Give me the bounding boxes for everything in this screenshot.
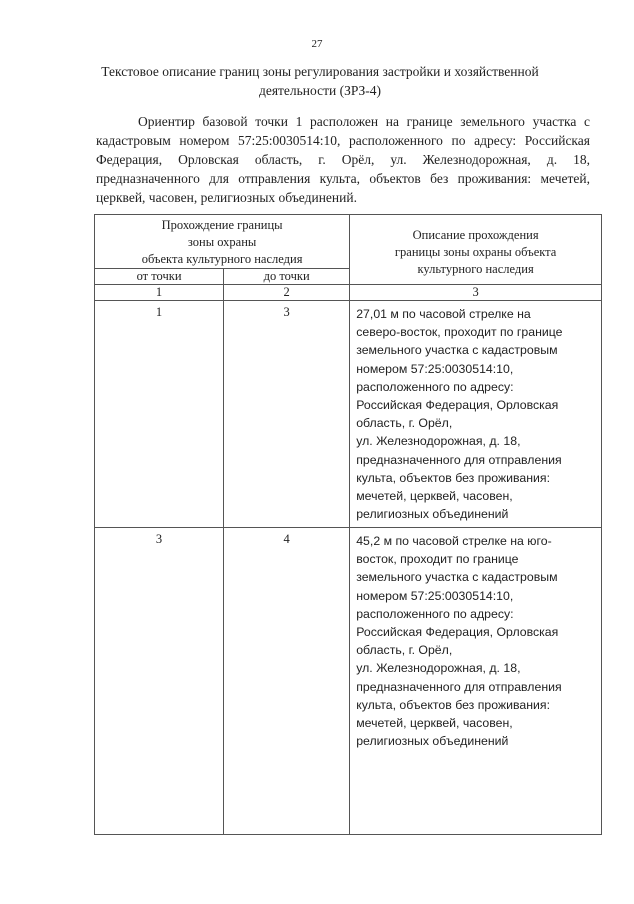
header-right-line: границы зоны охраны объекта [394,245,557,259]
description-line: номером 57:25:0030514:10, [356,588,514,603]
from-point-cell: 3 [95,528,224,835]
description-line: область, г. Орёл, [356,416,453,431]
description-cell [350,528,602,835]
description-line: расположенного по адресу: [356,379,514,394]
description-line: Российская Федерация, Орловская [356,625,559,640]
table-row [95,301,602,528]
description-line: расположенного по адресу: [356,606,514,621]
header-right-line: культурного наследия [417,262,534,276]
column-number: 1 [95,285,224,301]
description-line: восток, проходит по границе [356,552,519,567]
description-line: 45,2 м по часовой стрелке на юго- [356,534,552,548]
title-line-2: деятельности (ЗРЗ-4) [258,83,382,98]
description-line: северо-восток, проходит по границе [356,325,563,340]
description-line: мечетей, церквей, часовен, [356,716,513,731]
to-point-cell: 3 [224,301,350,528]
description-line: культа, объектов без проживания: [356,697,550,712]
description-line: предназначенного для отправления [356,452,562,467]
header-to-point: до точки [224,269,350,285]
header-right-line: Описание прохождения [412,228,539,242]
header-description [350,215,602,285]
column-number: 2 [224,285,350,301]
description-line: ул. Железнодорожная, д. 18, [356,661,521,676]
from-point-cell: 1 [95,301,224,528]
header-from-point: от точки [95,269,224,285]
description-line: номером 57:25:0030514:10, [356,361,514,376]
description-line: земельного участка с кадастровым [356,343,558,358]
description-line: Российская Федерация, Орловская [356,398,559,413]
description-line: религиозных объединений [356,507,509,522]
header-left-line: объекта культурного наследия [141,252,303,266]
intro-paragraph: Ориентир базовой точки 1 расположен на границе земельного участка с кадастровым номером 57:25:0030514:10, расположенного по адресу: Российская Федерация, Орловская область, г. Орёл, ул. Железнодорожная, д. 18, предназначенного для отправления культа, объектов без проживания: мечетей, церквей, часовен, религиозных объединений. [96,114,590,205]
to-point-cell: 4 [224,528,350,835]
title-line-1: Текстовое описание границ зоны регулирования застройки и хозяйственной [101,64,539,79]
header-left-line: Прохождение границы [161,218,283,232]
table-row [95,528,602,835]
description-line: земельного участка с кадастровым [356,570,558,585]
description-line: предназначенного для отправления [356,679,562,694]
boundary-table [94,214,602,835]
column-number: 3 [350,285,602,301]
document-title [90,62,550,100]
description-line: область, г. Орёл, [356,643,453,658]
description-line: 27,01 м по часовой стрелке на [356,307,531,321]
description-cell [350,301,602,528]
header-boundary-passage [95,215,350,269]
page-number: 27 [311,38,323,50]
description-line: культа, объектов без проживания: [356,470,550,485]
description-line: ул. Железнодорожная, д. 18, [356,434,521,449]
header-left-line: зоны охраны [187,235,257,249]
description-line: религиозных объединений [356,734,509,749]
description-line: мечетей, церквей, часовен, [356,489,513,504]
